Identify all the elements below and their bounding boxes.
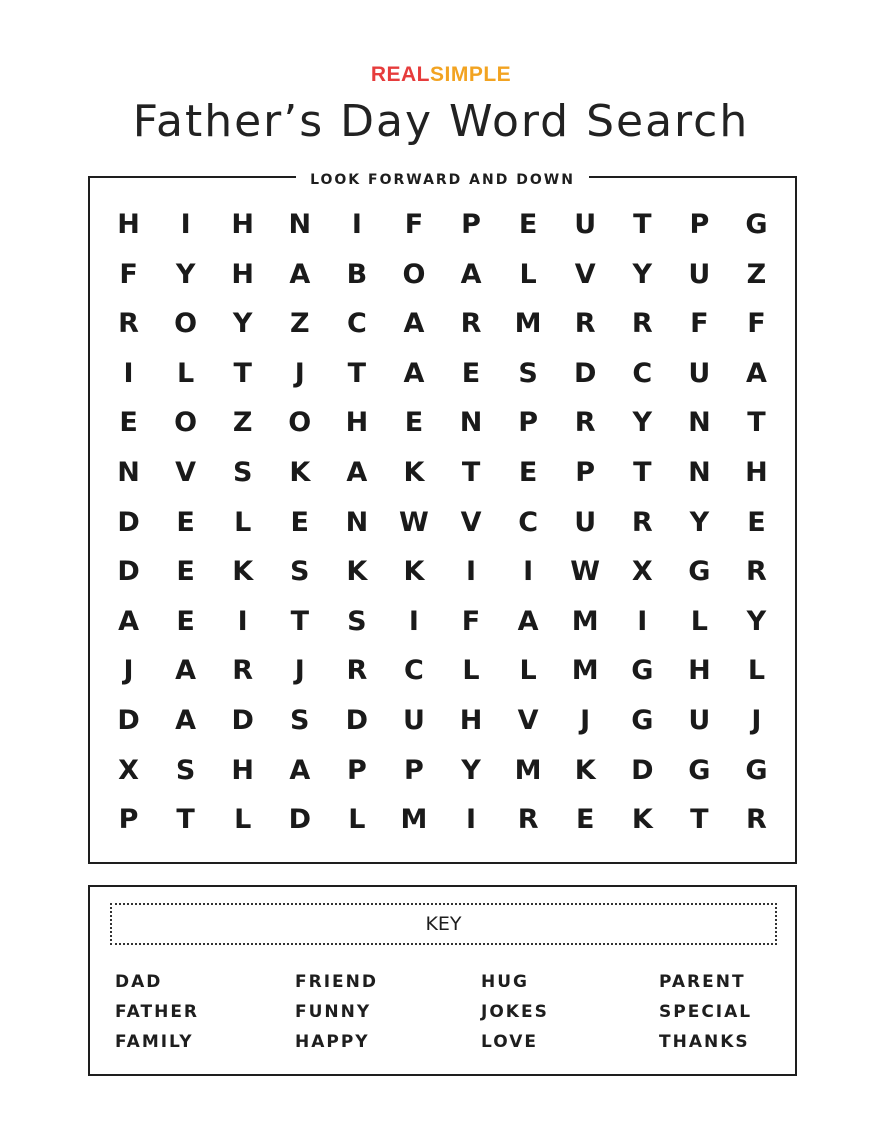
- grid-letter-cell: B: [346, 258, 368, 290]
- grid-letter-cell: T: [347, 357, 367, 389]
- grid-letter-cell: A: [346, 456, 368, 488]
- grid-letter-cell: G: [745, 209, 768, 240]
- key-word: SPECIAL: [659, 1002, 753, 1022]
- grid-letter-cell: Z: [746, 258, 767, 290]
- grid-letter-cell: W: [399, 506, 429, 538]
- grid-letter-cell: R: [631, 506, 653, 538]
- grid-letter-cell: H: [745, 456, 768, 488]
- grid-letter-cell: J: [580, 704, 591, 736]
- grid-letter-cell: F: [747, 308, 766, 340]
- grid-letter-cell: O: [402, 258, 426, 290]
- grid-letter-cell: Y: [461, 754, 481, 786]
- grid-letter-cell: N: [288, 209, 312, 240]
- grid-letter-cell: O: [174, 407, 198, 439]
- grid-letter-cell: Y: [746, 605, 767, 637]
- grid-letter-cell: V: [574, 258, 596, 290]
- grid-letter-cell: D: [573, 357, 597, 389]
- grid-letter-cell: A: [403, 357, 425, 389]
- grid-letter-cell: J: [751, 704, 762, 736]
- key-box: [88, 885, 797, 1076]
- grid-letter-cell: A: [289, 258, 311, 290]
- grid-letter-cell: L: [519, 258, 537, 290]
- grid-letter-cell: O: [174, 308, 198, 340]
- grid-letter-cell: N: [459, 407, 483, 439]
- grid-letter-cell: R: [517, 804, 539, 836]
- grid-letter-cell: I: [466, 556, 477, 588]
- grid-letter-cell: E: [518, 209, 538, 240]
- logo-real: REAL: [370, 63, 430, 86]
- grid-letter-cell: P: [461, 209, 481, 240]
- grid-letter-cell: X: [118, 754, 139, 786]
- key-word-list: [115, 967, 785, 1057]
- grid-letter-cell: S: [518, 357, 538, 389]
- grid-letter-cell: E: [176, 556, 195, 588]
- grid-letter-cell: G: [688, 556, 711, 588]
- grid-letter-cell: A: [460, 258, 482, 290]
- grid-letter-cell: C: [632, 357, 653, 389]
- grid-letter-cell: I: [523, 556, 534, 588]
- grid-letter-cell: I: [637, 605, 648, 637]
- grid-letter-cell: I: [180, 209, 191, 240]
- grid-letter-cell: S: [232, 456, 253, 488]
- grid-letter-cell: R: [574, 308, 596, 340]
- grid-letter-cell: J: [123, 655, 134, 687]
- grid-letter-cell: F: [461, 605, 481, 637]
- grid-letter-cell: T: [290, 605, 309, 637]
- grid-letter-cell: Y: [632, 407, 653, 439]
- grid-letter-cell: M: [400, 804, 428, 836]
- grid-letter-cell: T: [461, 456, 481, 488]
- grid-letter-cell: G: [631, 655, 654, 687]
- grid-letter-cell: V: [517, 704, 539, 736]
- grid-letter-cell: K: [232, 556, 254, 588]
- grid-letter-cell: E: [461, 357, 481, 389]
- grid-letter-cell: L: [177, 357, 195, 389]
- grid-letter-cell: L: [690, 605, 708, 637]
- word-search-grid-box: [88, 172, 797, 864]
- grid-letter-cell: C: [346, 308, 367, 340]
- letter-grid: [100, 200, 785, 845]
- grid-letter-cell: L: [234, 804, 252, 836]
- grid-letter-cell: C: [404, 655, 424, 687]
- grid-letter-cell: Z: [289, 308, 310, 340]
- grid-letter-cell: H: [231, 754, 254, 786]
- grid-letter-cell: L: [519, 655, 537, 687]
- grid-letter-cell: D: [117, 556, 140, 588]
- grid-letter-cell: N: [688, 407, 711, 439]
- page-title: Father’s Day Word Search: [132, 96, 750, 147]
- key-word: JOKES: [481, 1002, 549, 1022]
- grid-letter-cell: U: [688, 258, 711, 290]
- grid-letter-cell: D: [631, 754, 654, 786]
- grid-letter-cell: D: [231, 704, 254, 736]
- grid-letter-cell: J: [294, 357, 305, 389]
- grid-letter-cell: I: [123, 357, 134, 389]
- key-word: DAD: [115, 972, 163, 992]
- grid-letter-cell: X: [631, 556, 653, 588]
- grid-letter-cell: T: [747, 407, 766, 439]
- grid-letter-cell: A: [175, 704, 197, 736]
- grid-letter-cell: E: [290, 506, 309, 538]
- grid-letter-cell: N: [345, 506, 369, 538]
- grid-letter-cell: D: [345, 704, 369, 736]
- grid-letter-cell: D: [288, 804, 311, 836]
- grid-letter-cell: S: [290, 556, 310, 588]
- grid-letter-cell: A: [175, 655, 197, 687]
- grid-letter-cell: E: [575, 804, 595, 836]
- grid-letter-cell: Y: [175, 258, 196, 290]
- grid-letter-cell: Y: [632, 258, 653, 290]
- grid-letter-cell: Y: [232, 308, 253, 340]
- grid-letter-cell: K: [346, 556, 368, 588]
- grid-letter-cell: U: [402, 704, 425, 736]
- grid-letter-cell: S: [290, 704, 310, 736]
- grid-letter-cell: M: [571, 655, 599, 687]
- grid-letter-cell: H: [345, 407, 369, 439]
- grid-letter-cell: U: [574, 506, 597, 538]
- grid-letter-cell: K: [631, 804, 653, 836]
- grid-letter-cell: V: [175, 456, 197, 488]
- key-word: FATHER: [115, 1002, 200, 1022]
- grid-letter-cell: P: [118, 804, 139, 836]
- grid-letter-cell: A: [517, 605, 539, 637]
- grid-letter-cell: U: [688, 357, 711, 389]
- grid-letter-cell: E: [176, 506, 195, 538]
- grid-letter-cell: R: [746, 556, 767, 588]
- key-word: FAMILY: [115, 1032, 194, 1052]
- grid-letter-cell: T: [233, 357, 252, 389]
- grid-letter-cell: L: [462, 655, 480, 687]
- grid-letter-cell: T: [690, 804, 709, 836]
- grid-letter-cell: K: [403, 556, 425, 588]
- grid-letter-cell: P: [689, 209, 710, 240]
- grid-letter-cell: P: [404, 754, 424, 786]
- grid-letter-cell: I: [237, 605, 248, 637]
- grid-letter-cell: U: [574, 209, 597, 240]
- grid-letter-cell: L: [747, 655, 766, 687]
- grid-letter-cell: F: [690, 308, 709, 340]
- grid-letter-cell: E: [404, 407, 424, 439]
- grid-letter-cell: R: [232, 655, 254, 687]
- grid-letter-cell: K: [289, 456, 311, 488]
- grid-letter-cell: G: [745, 754, 768, 786]
- grid-letter-cell: D: [117, 506, 140, 538]
- grid-letter-cell: M: [571, 605, 599, 637]
- grid-letter-cell: U: [688, 704, 711, 736]
- grid-letter-cell: E: [119, 407, 138, 439]
- key-word: FUNNY: [295, 1002, 372, 1022]
- grid-letter-cell: D: [117, 704, 140, 736]
- grid-letter-cell: T: [633, 456, 652, 488]
- grid-letter-cell: G: [631, 704, 654, 736]
- key-word: THANKS: [659, 1032, 750, 1052]
- grid-letter-cell: E: [747, 506, 766, 538]
- grid-letter-cell: R: [631, 308, 653, 340]
- grid-letter-cell: S: [347, 605, 367, 637]
- grid-letter-cell: N: [117, 456, 140, 488]
- grid-letter-cell: V: [460, 506, 482, 538]
- grid-letter-cell: H: [231, 258, 254, 290]
- key-word: PARENT: [659, 972, 746, 992]
- grid-letter-cell: P: [575, 456, 596, 488]
- grid-letter-cell: J: [294, 655, 305, 687]
- grid-letter-cell: Z: [232, 407, 253, 439]
- grid-letter-cell: I: [408, 605, 419, 637]
- grid-letter-cell: P: [346, 754, 367, 786]
- grid-letter-cell: A: [745, 357, 767, 389]
- grid-letter-cell: R: [460, 308, 482, 340]
- grid-letter-cell: R: [118, 308, 139, 340]
- key-word: HAPPY: [295, 1032, 370, 1052]
- grid-letter-cell: N: [688, 456, 711, 488]
- grid-letter-cell: E: [518, 456, 538, 488]
- grid-letter-cell: E: [176, 605, 195, 637]
- grid-letter-cell: S: [175, 754, 196, 786]
- grid-letter-cell: F: [404, 209, 424, 240]
- grid-letter-cell: R: [346, 655, 368, 687]
- grid-letter-cell: L: [348, 804, 366, 836]
- key-title: KEY: [110, 903, 777, 945]
- grid-letter-cell: M: [514, 754, 542, 786]
- grid-letter-cell: A: [403, 308, 425, 340]
- grid-letter-cell: W: [570, 556, 601, 588]
- grid-letter-cell: K: [403, 456, 425, 488]
- grid-letter-cell: A: [289, 754, 311, 786]
- grid-letter-cell: H: [117, 209, 140, 240]
- key-word: FRIEND: [295, 972, 378, 992]
- grid-letter-cell: R: [574, 407, 596, 439]
- grid-letter-cell: O: [288, 407, 312, 439]
- grid-letter-cell: H: [231, 209, 254, 240]
- grid-letter-cell: P: [518, 407, 539, 439]
- grid-letter-cell: G: [688, 754, 711, 786]
- grid-caption-text: LOOK FORWARD AND DOWN: [296, 172, 589, 188]
- grid-letter-cell: C: [518, 506, 539, 538]
- real-simple-logo: [0, 63, 882, 87]
- grid-letter-cell: I: [351, 209, 362, 240]
- grid-letter-cell: Y: [689, 506, 710, 538]
- grid-letter-cell: T: [633, 209, 652, 240]
- key-word: LOVE: [481, 1032, 538, 1052]
- logo-simple: SIMPLE: [429, 63, 512, 86]
- grid-caption: [90, 169, 795, 188]
- grid-letter-cell: K: [574, 754, 596, 786]
- grid-letter-cell: M: [514, 308, 542, 340]
- grid-letter-cell: H: [459, 704, 483, 736]
- key-word: HUG: [481, 972, 529, 992]
- grid-letter-cell: A: [118, 605, 139, 637]
- grid-letter-cell: H: [688, 655, 711, 687]
- grid-letter-cell: L: [234, 506, 252, 538]
- grid-letter-cell: T: [176, 804, 195, 836]
- grid-letter-cell: F: [119, 258, 138, 290]
- grid-letter-cell: R: [746, 804, 767, 836]
- grid-letter-cell: I: [466, 804, 477, 836]
